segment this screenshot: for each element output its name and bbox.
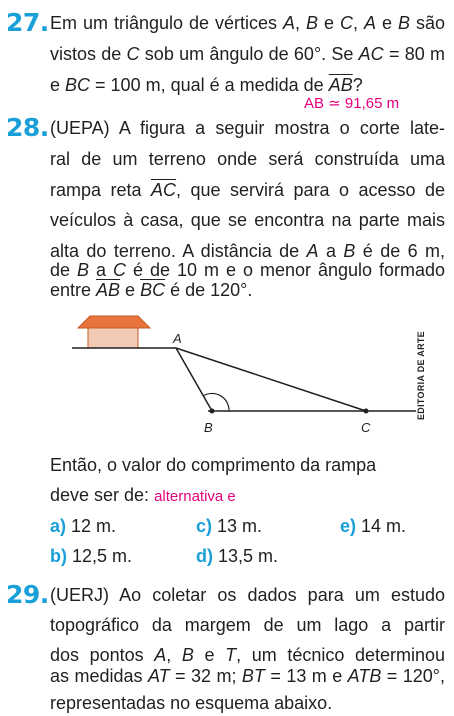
- question-number: 27.: [6, 8, 49, 37]
- question-prompt: Então, o valor do comprimento da rampa: [50, 455, 377, 475]
- question-number: 28.: [6, 113, 49, 142]
- answer-text: AB ≃ 91,65 m: [304, 95, 400, 112]
- question-text-line: rampa reta $\overline{AC}$, que servirá para o acesso de: [50, 180, 446, 200]
- point-b: [210, 409, 215, 414]
- house-wall: [88, 328, 138, 348]
- ramp-ac: [176, 348, 366, 411]
- question-text-line: e BC = 100 m, qual é a medida de $\overline{AB}$?: [50, 75, 363, 95]
- option-d[interactable]: d) 13,5 m.: [196, 546, 279, 566]
- question-text-line: de B a C é de 10 m e o menor ângulo formado: [50, 260, 446, 280]
- terrain-figure: [0, 300, 454, 440]
- question-text-line: ral de um terreno onde será construída uma: [50, 149, 445, 169]
- question-text-line: Em um triângulo de vértices A, B e C, A e B são: [50, 13, 446, 33]
- question-text-line: (UEPA) A figura a seguir mostra o corte late-: [50, 118, 445, 138]
- house-roof: [78, 316, 150, 328]
- question-text-line: dos pontos A, B e T, um técnico determinou: [50, 645, 446, 665]
- question-text-line: alta do terreno. A distância de A a B é de 6 m,: [50, 241, 446, 261]
- question-text-line: entre $\overline{AB}$ e $\overline{BC}$ é de 120°.: [50, 280, 253, 300]
- question-prompt: deve ser de: alternativa e: [50, 485, 236, 505]
- label-c: C: [361, 420, 371, 435]
- option-e[interactable]: e) 14 m.: [340, 516, 407, 536]
- option-b[interactable]: b) 12,5 m.: [50, 546, 133, 566]
- question-text-line: (UERJ) Ao coletar os dados para um estudo: [50, 585, 445, 605]
- option-a[interactable]: a) 12 m.: [50, 516, 117, 536]
- question-text-line: topográfico da margem de um lago a partir: [50, 615, 445, 635]
- question-text-line: veículos à casa, que se encontra na parte mais: [50, 210, 445, 230]
- label-b: B: [204, 420, 213, 435]
- image-credit: EDITORIA DE ARTE: [416, 331, 426, 420]
- option-c[interactable]: c) 13 m.: [196, 516, 263, 536]
- question-text-line: vistos de C sob um ângulo de 60°. Se AC = 80 m: [50, 44, 445, 64]
- answer-text: alternativa e: [154, 488, 236, 505]
- question-number: 29.: [6, 580, 49, 609]
- point-c: [364, 409, 369, 414]
- label-a: A: [173, 331, 182, 346]
- question-text-line: as medidas AT = 32 m; BT = 13 m e ATB = 120°,: [50, 666, 445, 686]
- question-text-line: representadas no esquema abaixo.: [50, 693, 333, 713]
